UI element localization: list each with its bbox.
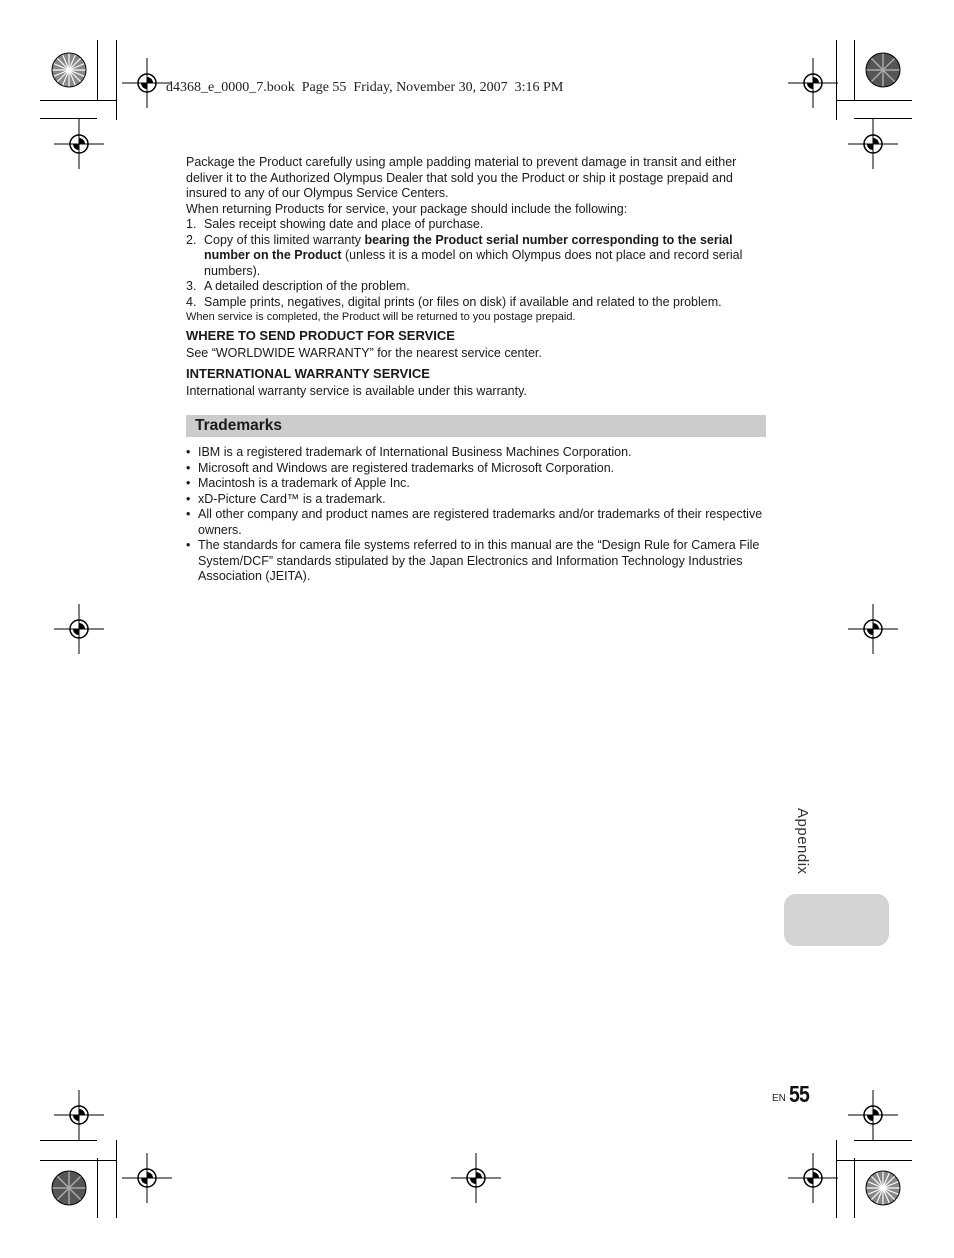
crop-line [40,1140,97,1141]
step-text: Sample prints, negatives, digital prints (or files on disk) if available and related to the problem. [204,294,722,309]
registration-mark-icon [848,604,898,654]
step-number: 4. [186,294,197,309]
crop-line [854,1158,855,1218]
list-item [186,476,766,492]
bullet: • [186,445,191,459]
crop-line [854,1140,912,1141]
trademark-text: IBM is a registered trademark of International Business Machines Corporation. [198,445,632,459]
step-number: 1. [186,217,197,231]
trademarks-heading: Trademarks [186,415,766,437]
bullet: • [186,460,191,475]
registration-mark-icon [122,1153,172,1203]
list-item [186,233,766,280]
crop-line [836,100,912,101]
side-section-label: Appendix [794,808,811,875]
language-code: EN [772,1093,786,1104]
crop-line [854,40,855,100]
crop-line [40,100,117,101]
step-text: A detailed description of the problem. [204,279,410,293]
crop-line [40,1160,117,1161]
registration-mark-icon [54,1090,104,1140]
crop-line [836,1160,912,1161]
steps-list [186,217,766,310]
section-heading: INTERNATIONAL WARRANTY SERVICE [186,365,430,381]
step-number: 2. [186,232,197,247]
trademark-text: Macintosh is a trademark of Apple Inc. [198,476,410,490]
bullet: • [186,507,191,521]
registration-mark-icon [451,1153,501,1203]
registration-mark-icon [788,58,838,108]
calibration-wheel-icon [51,1170,87,1206]
trademark-text: The standards for camera file systems referred to in this manual are the “Design Rule for Camera File System/DCF” standards stipulated by the Japan Electronics and Information Technology Industries Association (JEITA). [198,538,760,583]
list-item [186,295,766,311]
bullet: • [186,476,191,490]
step-text: (unless it is a model on which Olympus does not place and record serial numbers). [204,248,743,278]
crop-line [116,1140,117,1218]
list-item [186,507,766,538]
section-tab [784,894,889,946]
print-slug: d4368_e_0000_7.book Page 55 Friday, November 30, 2007 3:16 PM [166,80,564,95]
trademark-text: xD-Picture Card™ is a trademark. [198,491,386,506]
section-body: International warranty service is available under this warranty. [186,383,527,398]
list-item [186,217,766,233]
calibration-wheel-icon [51,52,87,88]
registration-mark-icon [848,1090,898,1140]
step-number: 3. [186,279,197,293]
registration-mark-icon [788,1153,838,1203]
section-body: See “WORLDWIDE WARRANTY” for the nearest service center. [186,346,542,360]
list-item [186,445,766,461]
list-item [186,279,766,295]
section-heading: WHERE TO SEND PRODUCT FOR SERVICE [186,328,455,343]
trademark-text: All other company and product names are registered trademarks and/or trademarks of their respective owners. [198,507,763,537]
registration-mark-icon [122,58,172,108]
calibration-wheel-icon [865,52,901,88]
list-item [186,492,766,508]
intro-paragraph: Package the Product carefully using ample padding material to prevent damage in transit and either deliver it to the Authorized Olympus Dealer that sold you the Product or ship it postage prepaid and insured to any of our Olympus Service Centers. [186,155,737,200]
step-text-bold: bearing the Product serial number corresponding to the serial number on the Product [204,232,733,262]
crop-line [97,1158,98,1218]
intro-paragraph: When returning Products for service, your package should include the following: [186,201,628,216]
page-content [186,155,766,585]
registration-mark-icon [848,119,898,169]
step-text: Sales receipt showing date and place of purchase. [204,217,484,231]
completion-note: When service is completed, the Product will be returned to you postage prepaid. [186,311,576,323]
step-text: Copy of this limited warranty [204,232,365,247]
trademarks-list [186,445,766,585]
bullet: • [186,491,191,506]
crop-line [97,40,98,100]
page-number: 55 [789,1081,810,1107]
registration-mark-icon [54,604,104,654]
list-item [186,538,766,585]
list-item [186,461,766,477]
registration-mark-icon [54,119,104,169]
bullet: • [186,538,191,552]
trademark-text: Microsoft and Windows are registered trademarks of Microsoft Corporation. [198,460,615,475]
calibration-wheel-icon [865,1170,901,1206]
crop-line [116,40,117,120]
